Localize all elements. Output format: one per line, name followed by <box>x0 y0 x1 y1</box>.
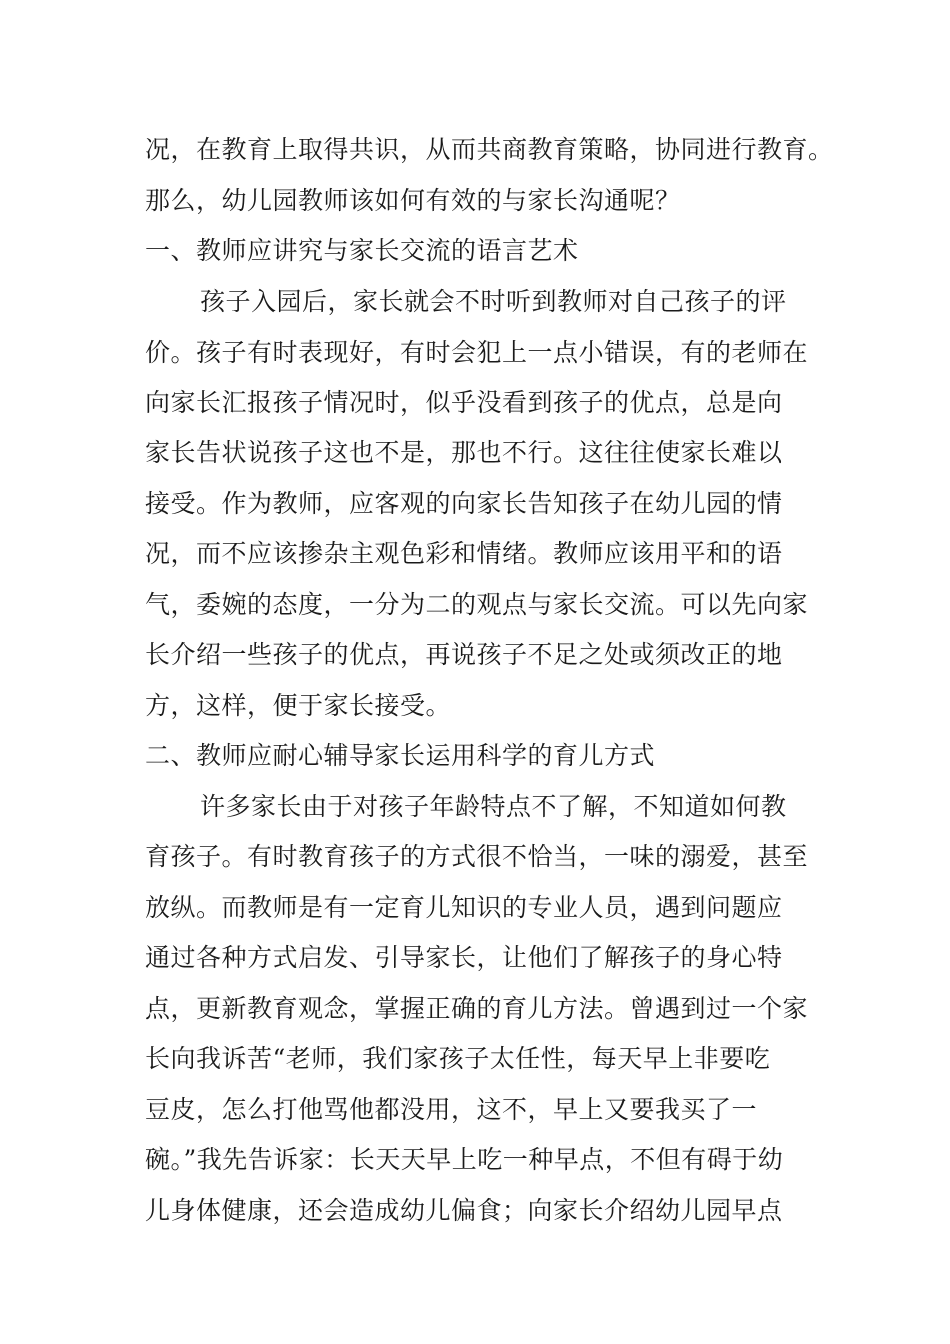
paragraph-line: 气，委婉的态度，一分为二的观点与家长交流。可以先向家 <box>145 590 809 619</box>
paragraph-line: 方，这样，便于家长接受。 <box>145 691 452 720</box>
paragraph-line: 孩子入园后，家长就会不时听到教师对自己孩子的评 <box>200 287 787 316</box>
paragraph-line: 通过各种方式启发、引导家长，让他们了解孩子的身心特 <box>145 943 783 972</box>
section-heading-1: 一、教师应讲究与家长交流的语言艺术 <box>145 236 579 265</box>
paragraph-line: 长向我诉苦“老师，我们家孩子太任性，每天早上非要吃 <box>145 1044 771 1073</box>
paragraph-line: 许多家长由于对孩子年龄特点不了解，不知道如何教 <box>200 792 787 821</box>
paragraph-line: 向家长汇报孩子情况时，似乎没看到孩子的优点，总是向 <box>145 388 783 417</box>
paragraph-line: 家长告状说孩子这也不是，那也不行。这往往使家长难以 <box>145 438 783 467</box>
paragraph-line: 儿身体健康，还会造成幼儿偏食；向家长介绍幼儿园早点 <box>145 1196 783 1225</box>
paragraph-line: 育孩子。有时教育孩子的方式很不恰当，一味的溺爱，甚至 <box>145 842 809 871</box>
paragraph-line: 接受。作为教师，应客观的向家长告知孩子在幼儿园的情 <box>145 489 783 518</box>
paragraph-line: 点，更新教育观念，掌握正确的育儿方法。曾遇到过一个家 <box>145 994 809 1023</box>
paragraph-line: 价。孩子有时表现好，有时会犯上一点小错误，有的老师在 <box>145 338 809 367</box>
paragraph-line: 碗。”我先告诉家：长天天早上吃一种早点，不但有碍于幼 <box>145 1145 784 1174</box>
paragraph-line: 那么，幼儿园教师该如何有效的与家长沟通呢？ <box>145 186 681 215</box>
paragraph-line: 豆皮，怎么打他骂他都没用，这不，早上又要我买了一 <box>145 1095 758 1124</box>
paragraph-line: 况，而不应该掺杂主观色彩和情绪。教师应该用平和的语 <box>145 539 783 568</box>
paragraph-line: 长介绍一些孩子的优点，再说孩子不足之处或须改正的地 <box>145 640 783 669</box>
section-heading-2: 二、教师应耐心辅导家长运用科学的育儿方式 <box>145 741 656 770</box>
paragraph-line: 放纵。而教师是有一定育儿知识的专业人员，遇到问题应 <box>145 893 783 922</box>
paragraph-line: 况，在教育上取得共识，从而共商教育策略，协同进行教育。 <box>145 135 834 164</box>
